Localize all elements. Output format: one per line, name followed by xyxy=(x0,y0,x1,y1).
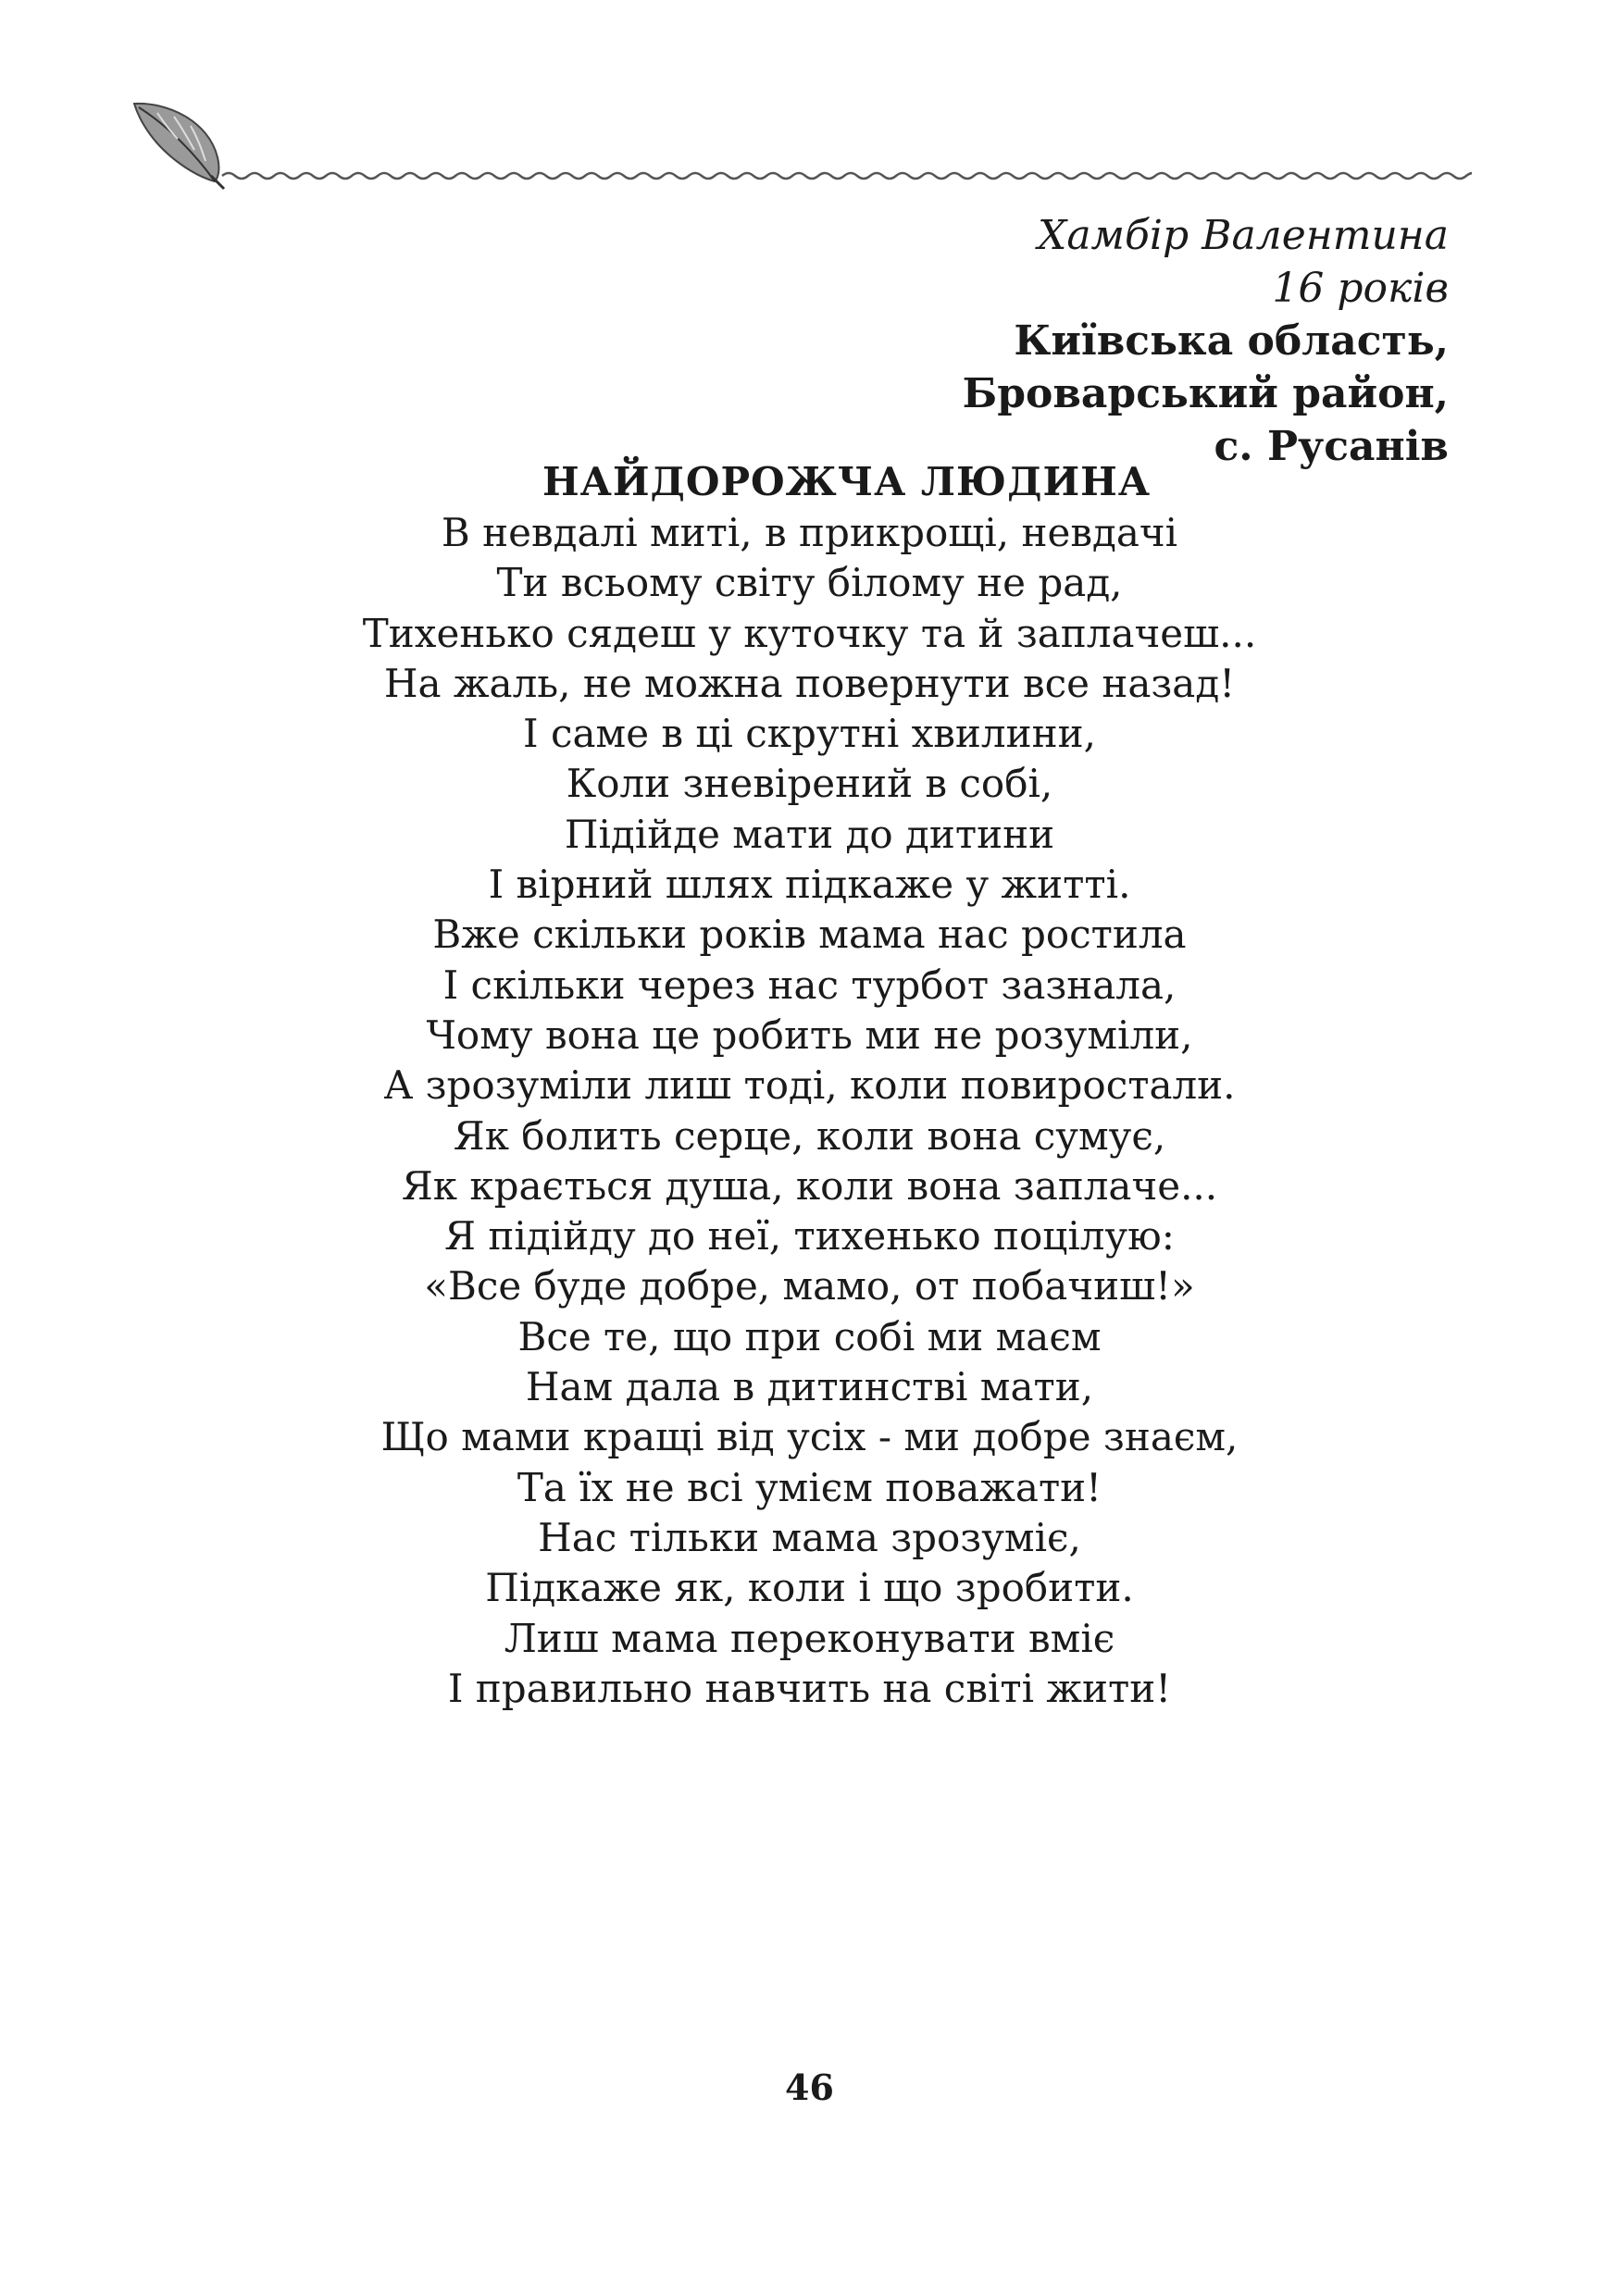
poem-line: Я підійду до неї, тихенько поцілую: xyxy=(444,1213,1175,1260)
poem-line: Та їх не всі умієм поважати! xyxy=(517,1464,1102,1510)
poem-line: Вже скільки років мама нас ростила xyxy=(432,912,1187,958)
poem-line: І скільки через нас турбот зазнала, xyxy=(442,962,1177,1008)
poem xyxy=(0,456,1619,1714)
poem-lines xyxy=(0,508,1619,1714)
poem-line: «Все буде добре, мамо, от побачиш!» xyxy=(424,1263,1195,1309)
poem-line: Підійде мати до дитини xyxy=(564,811,1055,857)
poem-line: Чому вона це робить ми не розуміли, xyxy=(426,1011,1193,1058)
poem-line: Коли зневірений в собі, xyxy=(566,761,1053,807)
poem-line: І вірний шлях підкаже у житті. xyxy=(488,862,1131,908)
poem-line: Тихенько сядеш у куточку та й заплачеш... xyxy=(362,610,1257,656)
poem-line: А зрозуміли лиш тоді, коли повиростали. xyxy=(383,1062,1236,1109)
poem-line: Що мами кращі від усіх - ми добре знаєм, xyxy=(380,1414,1239,1460)
header-ornament xyxy=(130,93,1472,194)
author-district: Броварський район, xyxy=(962,370,1449,417)
author-age: 16 років xyxy=(1272,265,1449,312)
quill-feather-icon xyxy=(134,104,224,189)
poem-line: Ти всьому світу білому не рад, xyxy=(496,560,1123,606)
poem-line: Лиш мама переконувати вміє xyxy=(504,1615,1115,1661)
poem-line: Нас тільки мама зрозуміє, xyxy=(538,1514,1081,1560)
author-region: Київська область, xyxy=(1014,317,1449,365)
author-block xyxy=(430,209,1449,473)
author-name: Хамбір Валентина xyxy=(1038,212,1449,259)
poem-line: Підкаже як, коли і що зробити. xyxy=(485,1565,1134,1611)
poem-line: І правильно навчить на світі жити! xyxy=(447,1665,1172,1711)
poem-line: Як крається душа, коли вона заплаче... xyxy=(401,1162,1218,1209)
wavy-divider-line xyxy=(222,173,1472,179)
poem-line: І саме в ці скрутні хвилини, xyxy=(523,711,1096,757)
poem-title: НАЙДОРОЖЧА ЛЮДИНА xyxy=(542,459,1152,504)
poem-line: На жаль, не можна повернути все назад! xyxy=(383,660,1236,706)
poem-line: Як болить серце, коли вона сумує, xyxy=(453,1112,1166,1159)
poem-line: Все те, що при собі ми маєм xyxy=(517,1313,1102,1359)
page-number: 46 xyxy=(785,2066,834,2108)
author-village: с. Русанів xyxy=(1214,423,1449,470)
poem-line: Нам дала в дитинстві мати, xyxy=(525,1364,1094,1410)
poem-line: В невдалі миті, в прикрощі, невдачі xyxy=(441,510,1178,555)
